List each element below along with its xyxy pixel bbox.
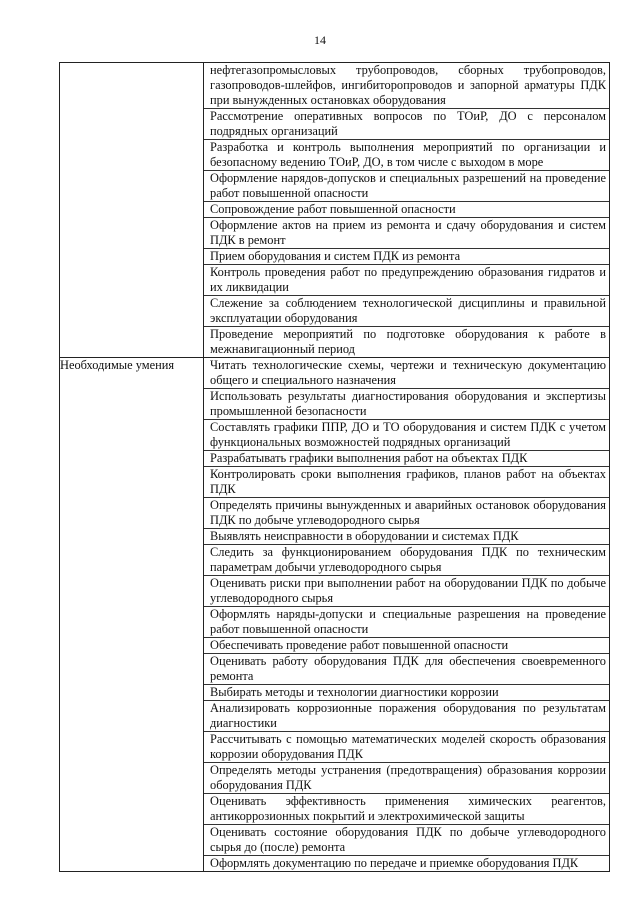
row-label-cell <box>60 358 204 872</box>
list-item: Оформлять наряды-допуски и специальные разрешения на проведение работ повышенной опасности <box>204 607 609 638</box>
list-item: Рассчитывать с помощью математических моделей скорость образования коррозии оборудования ПДК <box>204 732 609 763</box>
list-item: Выбирать методы и технологии диагностики коррозии <box>204 685 609 701</box>
list-item: Контролировать сроки выполнения графиков, планов работ на объектах ПДК <box>204 467 609 498</box>
row-label-skills: Необходимые умения <box>60 358 175 372</box>
list-item: Прием оборудования и систем ПДК из ремонта <box>204 249 609 265</box>
list-item: Использовать результаты диагностирования оборудования и экспертизы промышленной безопасности <box>204 389 609 420</box>
list-item: Выявлять неисправности в оборудовании и системах ПДК <box>204 529 609 545</box>
list-item: Рассмотрение оперативных вопросов по ТОиР, ДО с персоналом подрядных организаций <box>204 109 609 140</box>
list-item: Проведение мероприятий по подготовке оборудования к работе в межнавигационный период <box>210 327 606 356</box>
list-item: Определять методы устранения (предотвращения) образования коррозии оборудования ПДК <box>204 763 609 794</box>
list-item: Оформление актов на прием из ремонта и сдачу оборудования и систем ПДК в ремонт <box>204 218 609 249</box>
table-row <box>60 358 610 872</box>
row-content-cell <box>204 63 610 358</box>
list-item: Оценивать состояние оборудования ПДК по добыче углеводородного сырья до (после) ремонта <box>204 825 609 856</box>
page-number: 14 <box>314 33 326 47</box>
list-item: Разработка и контроль выполнения мероприятий по организации и безопасному ведению ТОиР, ДО, в том числе с выходом в море <box>204 140 609 171</box>
list-item: Оформление нарядов-допусков и специальных разрешений на проведение работ повышенной опасности <box>204 171 609 202</box>
list-item: нефтегазопромысловых трубопроводов, сборных трубопроводов, газопроводов-шлейфов, ингибиторопроводов и запорной арматуры ПДК при вынужденных остановках оборудования <box>204 63 609 109</box>
list-item: Контроль проведения работ по предупреждению образования гидратов и их ликвидации <box>204 265 609 296</box>
list-item: Анализировать коррозионные поражения оборудования по результатам диагностики <box>204 701 609 732</box>
list-item: Читать технологические схемы, чертежи и техническую документацию общего и специального назначения <box>204 358 609 389</box>
row-label-cell <box>60 63 204 358</box>
list-item: Обеспечивать проведение работ повышенной опасности <box>204 638 609 654</box>
list-item: Оценивать работу оборудования ПДК для обеспечения своевременного ремонта <box>204 654 609 685</box>
list-item: Разрабатывать графики выполнения работ на объектах ПДК <box>204 451 609 467</box>
list-item: Сопровождение работ повышенной опасности <box>204 202 609 218</box>
row-content-cell <box>204 358 610 872</box>
list-item: Оценивать риски при выполнении работ на оборудовании ПДК по добыче углеводородного сырья <box>204 576 609 607</box>
list-item: Составлять графики ППР, ДО и ТО оборудования и систем ПДК с учетом функциональных возможностей подрядных организаций <box>204 420 609 451</box>
competency-table <box>59 62 610 872</box>
list-item: Следить за функционированием оборудования ПДК по техническим параметрам добычи углеводородного сырья <box>204 545 609 576</box>
list-item: Определять причины вынужденных и аварийных остановок оборудования ПДК по добыче углеводородного сырья <box>204 498 609 529</box>
list-item: Оценивать эффективность применения химических реагентов, антикоррозионных покрытий и электрохимической защиты <box>204 794 609 825</box>
list-item: Слежение за соблюдением технологической дисциплины и правильной эксплуатации оборудования <box>204 296 609 327</box>
list-item: Оформлять документацию по передаче и приемке оборудования ПДК <box>210 856 579 870</box>
table-row <box>60 63 610 358</box>
